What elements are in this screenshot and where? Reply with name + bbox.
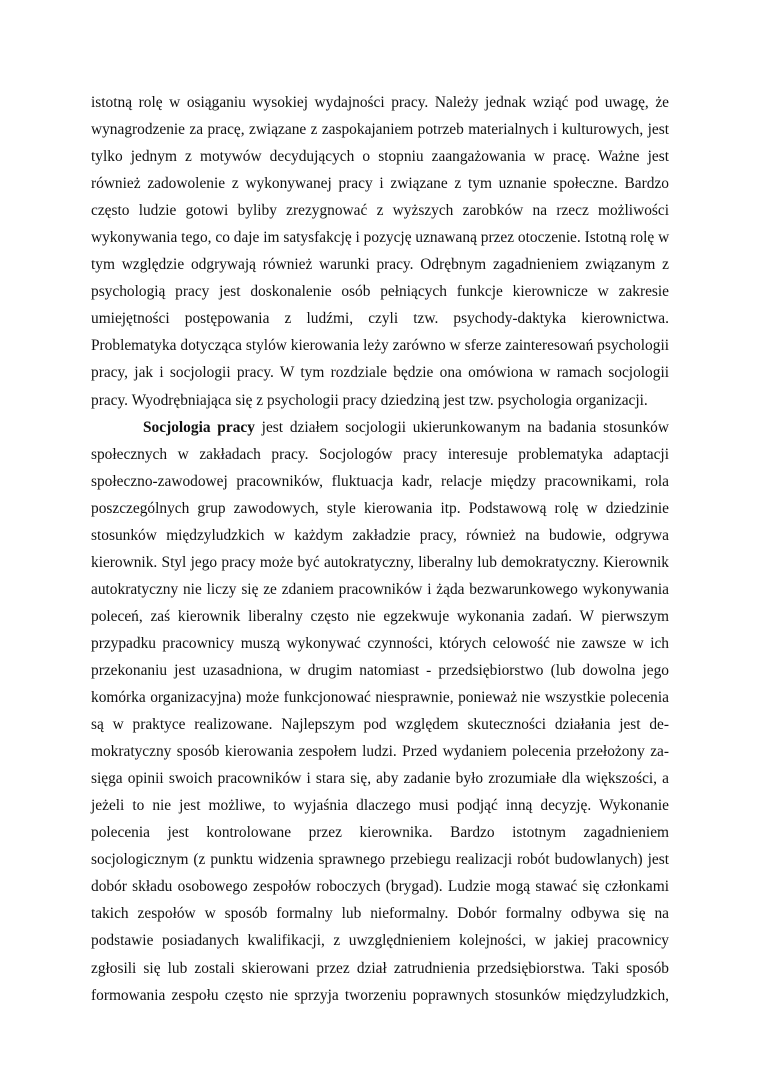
text-line: są w praktyce realizowane. Najlepszym pod względem skuteczności działania jest de- xyxy=(91,716,669,734)
text-line: tylko jednym z motywów decydujących o stopniu zaangażowania w pracę. Ważne jest xyxy=(91,148,669,166)
text-line xyxy=(91,414,669,441)
text-line: psychologią pracy jest doskonalenie osób pełniących funkcje kierownicze w zakresie xyxy=(91,283,669,301)
text-line: autokratyczny nie liczy się ze zdaniem pracowników i żąda bezwarunkowego wykonywania xyxy=(91,580,669,598)
text-line: kierownik. Styl jego pracy może być autokratyczny, liberalny lub demokratyczny. Kierownik xyxy=(91,553,669,571)
text-line: formowania zespołu często nie sprzyja tworzeniu poprawnych stosunków międzyludzkich, xyxy=(91,986,669,1004)
text-line: zgłosili się lub zostali skierowani przez dział zatrudnienia przedsiębiorstwa. Taki sposób xyxy=(91,959,669,977)
body-text xyxy=(91,89,669,1009)
text-line: często ludzie gotowi byliby zrezygnować z wyższych zarobków na rzecz możliwości xyxy=(91,202,669,220)
text-line: mokratyczny sposób kierowania zespołem ludzi. Przed wydaniem polecenia przełożony za- xyxy=(91,743,669,761)
paragraph xyxy=(91,89,669,414)
text-line: poleceń, zaś kierownik liberalny często nie egzekwuje wykonania zadań. W pierwszym xyxy=(91,607,669,625)
text-line: Problematyka dotycząca stylów kierowania leży zarówno w sferze zainteresowań psychologii xyxy=(91,337,669,355)
text-line: socjologicznym (z punktu widzenia sprawnego przebiegu realizacji robót budowlanych) jest xyxy=(91,851,669,869)
text-line: komórka organizacyjna) może funkcjonować niesprawnie, ponieważ nie wszystkie polecenia xyxy=(91,689,669,707)
text-line: takich zespołów w sposób formalny lub nieformalny. Dobór formalny odbywa się na xyxy=(91,905,669,923)
text-line: sięga opinii swoich pracowników i stara się, aby zadanie było zrozumiałe dla większości, a xyxy=(91,770,669,788)
text-line: pracy, jak i socjologii pracy. W tym rozdziale będzie ona omówiona w ramach socjologii xyxy=(91,364,669,382)
text-line: podstawie posiadanych kwalifikacji, z uwzględnieniem kolejności, w jakiej pracownicy xyxy=(91,932,669,950)
text-line: wykonywania tego, co daje im satysfakcję i pozycję uznawaną przez otoczenie. Istotną rolę w xyxy=(91,229,670,247)
text-line: umiejętności postępowania z ludźmi, czyli tzw. psychody-daktyka kierownictwa. xyxy=(91,310,669,328)
paragraph xyxy=(91,414,669,1009)
text-line: stosunków międzyludzkich w każdym zakładzie pracy, również na budowie, odgrywa xyxy=(91,526,669,544)
text-line: tym względzie odgrywają również warunki pracy. Odrębnym zagadnieniem związanym z xyxy=(91,256,669,274)
text-line: przekonaniu jest uzasadniona, w drugim natomiast - przedsiębiorstwo (lub dowolna jego xyxy=(91,661,669,679)
text-line: również zadowolenie z wykonywanej pracy i związane z tym uznanie społeczne. Bardzo xyxy=(91,175,669,193)
text-line: przypadku pracownicy muszą wykonywać czynności, których celowość nie zawsze w ich xyxy=(91,634,669,652)
bold-term: Socjologia pracy xyxy=(143,418,255,436)
text-line: istotną rolę w osiąganiu wysokiej wydajności pracy. Należy jednak wziąć pod uwagę, że xyxy=(91,94,669,111)
text-line: wynagrodzenie za pracę, związane z zaspokajaniem potrzeb materialnych i kulturowych, jest xyxy=(91,121,669,139)
text-line: poszczególnych grup zawodowych, style kierowania itp. Podstawową rolę w dziedzinie xyxy=(91,499,669,517)
text-line: pracy. Wyodrębniająca się z psychologii pracy dziedziną jest tzw. psychologia organizacji. xyxy=(91,391,648,409)
text-line: dobór składu osobowego zespołów roboczych (brygad). Ludzie mogą stawać się członkami xyxy=(91,878,669,896)
text-line: polecenia jest kontrolowane przez kierownika. Bardzo istotnym zagadnieniem xyxy=(91,824,669,842)
text-line: społecznych w zakładach pracy. Socjologów pracy interesuje problematyka adaptacji xyxy=(91,445,669,463)
text-run: jest działem socjologii ukierunkowanym na badania stosunków xyxy=(254,418,669,436)
text-line: społeczno-zawodowej pracowników, fluktuacja kadr, relacje między pracownikami, rola xyxy=(91,472,669,490)
text-line: jeżeli to nie jest możliwe, to wyjaśnia dlaczego musi podjąć inną decyzję. Wykonanie xyxy=(91,797,669,815)
